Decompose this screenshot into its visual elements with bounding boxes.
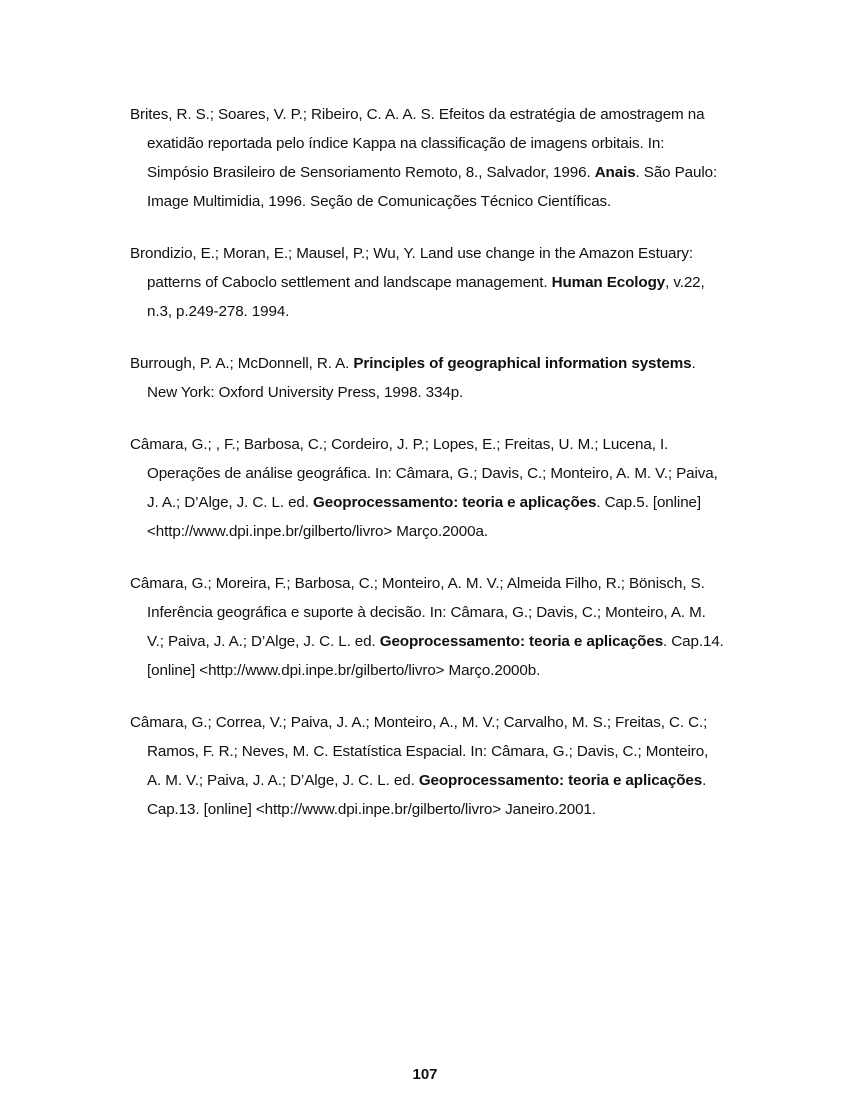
reference-text: Câmara, G.; , F.; Barbosa, C.; Cordeiro, J. P.; Lopes, E.; Freitas, U. M.; Lucena, I. Operações de análise geográfica. In: Câmara, G.; Davis, C.; Monteiro, A. M. V.; Paiva, J. A.; D’Alge, J. C. L. ed.	[130, 436, 718, 511]
reference-text: . Cap.14. [online] <http://www.dpi.inpe.br/gilberto/livro> Março.2000b.	[147, 633, 724, 679]
reference-bold-title: Principles of geographical information systems	[353, 355, 692, 372]
reference-text: Câmara, G.; Moreira, F.; Barbosa, C.; Monteiro, A. M. V.; Almeida Filho, R.; Bönisch, S. Inferência geográfica e suporte à decisão. In: Câmara, G.; Davis, C.; Monteiro, A. M. V.; Paiva, J. A.; D’Alge, J. C. L. ed.	[130, 575, 706, 650]
reference-bold-title: Geoprocessamento: teoria e aplicações	[418, 772, 703, 789]
reference-text: , v.22, n.3, p.249-278. 1994.	[147, 274, 705, 320]
reference-text: Câmara, G.; Correa, V.; Paiva, J. A.; Monteiro, A., M. V.; Carvalho, M. S.; Freitas, C. C.; Ramos, F. R.; Neves, M. C. Estatística Espacial. In: Câmara, G.; Davis, C.; Monteiro, A. M. V.; Paiva, J. A.; D’Alge, J. C. L. ed.	[130, 714, 709, 789]
reference-entry	[130, 569, 725, 685]
reference-text: . São Paulo: Image Multimidia, 1996. Seção de Comunicações Técnico Científicas.	[147, 164, 718, 210]
reference-text: Brondizio, E.; Moran, E.; Mausel, P.; Wu, Y. Land use change in the Amazon Estuary: patterns of Caboclo settlement and landscape management.	[130, 245, 693, 291]
reference-text: . Cap.5. [online] <http://www.dpi.inpe.br/gilberto/livro> Março.2000a.	[147, 494, 702, 540]
reference-bold-title: Geoprocessamento: teoria e aplicações	[379, 633, 664, 650]
reference-entry	[130, 100, 725, 216]
reference-text: Brites, R. S.; Soares, V. P.; Ribeiro, C. A. A. S. Efeitos da estratégia de amostragem na exatidão reportada pelo índice Kappa na classificação de imagens orbitais. In: Simpósio Brasileiro de Sensoriamento Remoto, 8., Salvador, 1996.	[130, 106, 705, 181]
reference-bold-title: Geoprocessamento: teoria e aplicações	[313, 494, 597, 511]
page-number: 107	[412, 1066, 438, 1083]
reference-bold-title: Human Ecology	[551, 274, 666, 291]
reference-entry	[130, 430, 725, 546]
reference-bold-title: Anais	[594, 164, 636, 181]
reference-text: Burrough, P. A.; McDonnell, R. A.	[130, 355, 354, 372]
reference-entry	[130, 708, 725, 824]
reference-entry	[130, 239, 725, 326]
reference-text: . Cap.13. [online] <http://www.dpi.inpe.br/gilberto/livro> Janeiro.2001.	[147, 772, 707, 818]
reference-entry	[130, 349, 725, 407]
reference-text: . New York: Oxford University Press, 1998. 334p.	[147, 355, 696, 401]
reference-list	[130, 100, 725, 847]
